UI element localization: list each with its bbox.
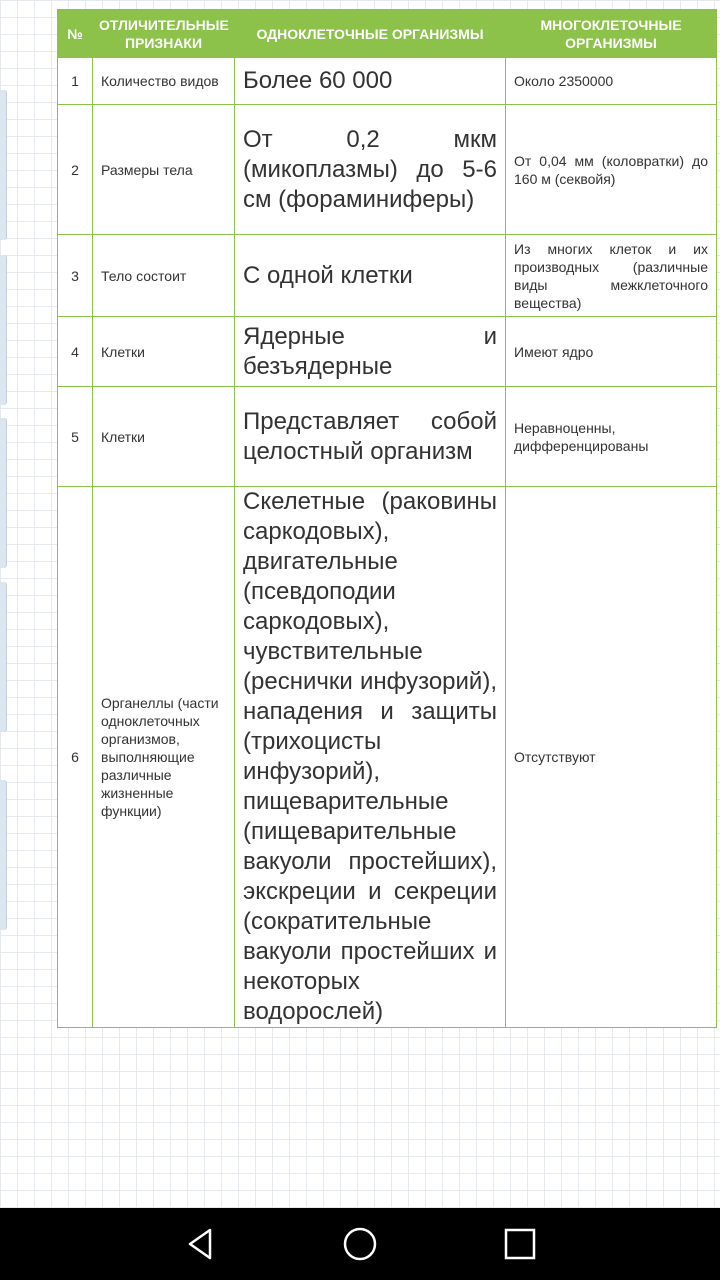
feature-cell: Количество видов — [93, 58, 235, 105]
table-row — [58, 387, 717, 487]
header-multicellular: МНОГОКЛЕТОЧНЫЕ ОРГАНИЗМЫ — [506, 10, 717, 58]
row-number: 6 — [58, 487, 93, 1028]
home-icon[interactable] — [342, 1226, 378, 1262]
table-row — [58, 235, 717, 317]
recents-icon[interactable] — [502, 1226, 538, 1262]
row-number: 4 — [58, 317, 93, 387]
left-edge-tab — [0, 255, 7, 405]
comparison-table — [57, 9, 717, 1028]
row-number: 3 — [58, 235, 93, 317]
multicellular-cell: Из многих клеток и их производных (различные виды межклеточного вещества) — [506, 235, 717, 317]
table-header-row — [58, 10, 717, 58]
left-edge-tab — [0, 418, 7, 568]
unicellular-cell: С одной клетки — [235, 235, 506, 317]
back-icon[interactable] — [182, 1226, 218, 1262]
left-edge-tabs — [0, 0, 8, 1208]
unicellular-cell: Скелетные (раковины саркодовых), двигательные (псевдоподии саркодовых), чувствительные (реснички инфузорий), нападения и защиты (трихоцисты инфузорий), пищеварительные (пищеварительные вакуоли простейших), экскреции и секреции (сократительные вакуоли простейших и некоторых водорослей) — [235, 487, 506, 1028]
multicellular-cell: Отсутствуют — [506, 487, 717, 1028]
feature-cell: Клетки — [93, 387, 235, 487]
feature-cell: Тело состоит — [93, 235, 235, 317]
table-row — [58, 58, 717, 105]
left-edge-tab — [0, 582, 7, 732]
unicellular-cell: От 0,2 мкм (микоплазмы) до 5-6 см (фораминиферы) — [235, 105, 506, 235]
header-features: ОТЛИЧИТЕЛЬНЫЕ ПРИЗНАКИ — [93, 10, 235, 58]
header-num: № — [58, 10, 93, 58]
multicellular-cell: Около 2350000 — [506, 58, 717, 105]
row-number: 2 — [58, 105, 93, 235]
unicellular-cell: Более 60 000 — [235, 58, 506, 105]
unicellular-cell: Ядерные и безъядерные — [235, 317, 506, 387]
feature-cell: Размеры тела — [93, 105, 235, 235]
multicellular-cell: Неравноценны, дифференцированы — [506, 387, 717, 487]
multicellular-cell: Имеют ядро — [506, 317, 717, 387]
left-edge-tab — [0, 90, 7, 240]
table-row — [58, 487, 717, 1028]
multicellular-cell: От 0,04 мм (коловратки) до 160 м (секвойя) — [506, 105, 717, 235]
row-number: 1 — [58, 58, 93, 105]
feature-cell: Клетки — [93, 317, 235, 387]
row-number: 5 — [58, 387, 93, 487]
table-row — [58, 105, 717, 235]
navigation-bar — [0, 1208, 720, 1280]
unicellular-cell: Представляет собой целостный организм — [235, 387, 506, 487]
feature-cell: Органеллы (части одноклеточных организмов, выполняющие различные жизненные функции) — [93, 487, 235, 1028]
header-unicellular: ОДНОКЛЕТОЧНЫЕ ОРГАНИЗМЫ — [235, 10, 506, 58]
table-row — [58, 317, 717, 387]
left-edge-tab — [0, 780, 7, 930]
